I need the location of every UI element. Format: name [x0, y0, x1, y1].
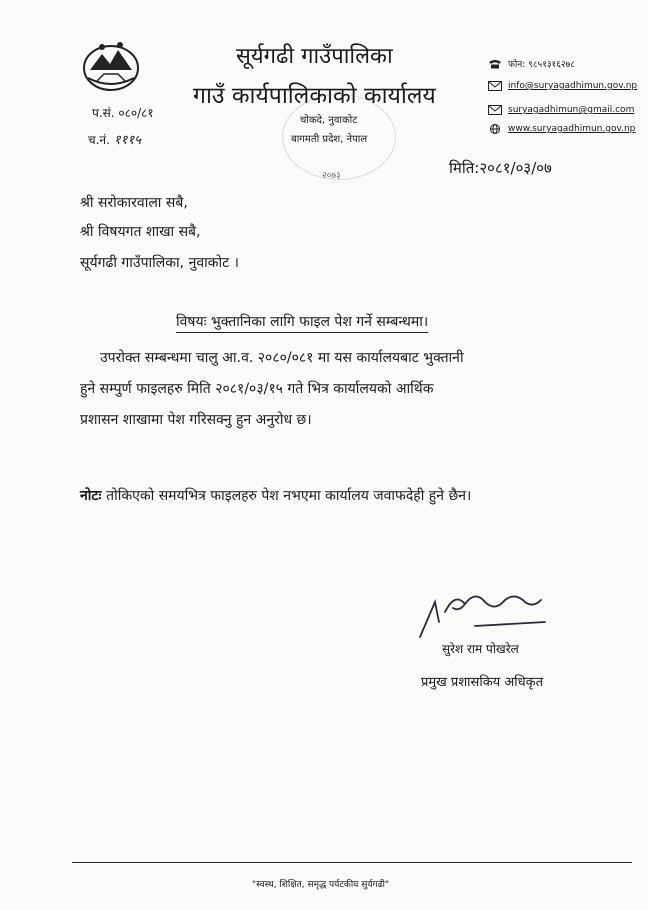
recipient-line: श्री विषयगत शाखा सबै,: [80, 224, 201, 240]
address-line-2: बागमती प्रदेश, नेपाल: [291, 134, 368, 145]
nepal-emblem-icon: [80, 38, 142, 94]
dispatch-label: च.नं.: [88, 133, 110, 147]
body-line: प्रशासन शाखामा पेश गरिसक्नु हुन अनुरोध छ।: [80, 412, 312, 428]
envelope-icon: [488, 105, 502, 115]
email-link-2[interactable]: suryagadhimun@gmail.com: [508, 105, 635, 115]
letter-date: मिति:२०८१/०३/०७: [449, 159, 552, 177]
note-label: नोटः: [80, 488, 102, 504]
footer-divider: [72, 862, 632, 863]
footer-motto: "स्वस्थ, शिक्षित, समृद्ध पर्यटकीय सुर्यगढी": [252, 880, 390, 890]
envelope-icon: [488, 81, 502, 91]
globe-icon: [488, 124, 502, 134]
note-text: तोकिएको समयभित्र फाइलहरु पेश नभएमा कार्यालय जवाफदेही हुने छैन।: [106, 488, 472, 504]
contact-phone: फोन: ९८५१३१६२७८: [488, 57, 575, 70]
dispatch-value: १११५: [113, 133, 141, 148]
office-name: गाउँ कार्यपालिकाको कार्यालय: [193, 83, 436, 109]
stamp-number: २०७३: [322, 171, 341, 181]
reference-number: प.सं. ०८०/८१: [92, 106, 154, 120]
contact-website: [488, 124, 635, 134]
recipient-line: श्री सरोकारवाला सबै,: [80, 195, 188, 211]
website-link[interactable]: www.suryagadhimun.gov.np: [508, 124, 636, 134]
address-line-1: चोकदे, नुवाकोट: [300, 115, 358, 126]
body-line: हुने सम्पुर्ण फाइलहरु मिति २०८१/०३/१५ गते भित्र कार्यालयको आर्थिक: [80, 381, 434, 397]
handwritten-signature: [415, 582, 555, 642]
contact-email-1: [488, 81, 637, 91]
recipient-line: सूर्यगढी गाउँपालिका, नुवाकोट ।: [80, 255, 239, 271]
signatory-title: प्रमुख प्रशासकिय अधिकृत: [421, 675, 544, 690]
dispatch-number: [88, 130, 141, 148]
contact-email-2: [488, 105, 634, 115]
email-link-1[interactable]: info@suryagadhimun.gov.np: [508, 81, 638, 91]
subject-line: विषयः भुक्तानिका लागि फाइल पेश गर्ने सम्बन्धमा।: [176, 312, 428, 333]
municipality-name: सूर्यगढी गाउँपालिका: [236, 44, 393, 69]
phone-icon: [488, 59, 502, 69]
body-line: उपरोक्त सम्बन्धमा चालु आ.व. २०८०/०८१ मा यस कार्यालयबाट भुक्तानी: [100, 350, 464, 366]
note: [80, 486, 471, 505]
signatory-name: सुरेश राम पोखरेल: [442, 642, 519, 656]
